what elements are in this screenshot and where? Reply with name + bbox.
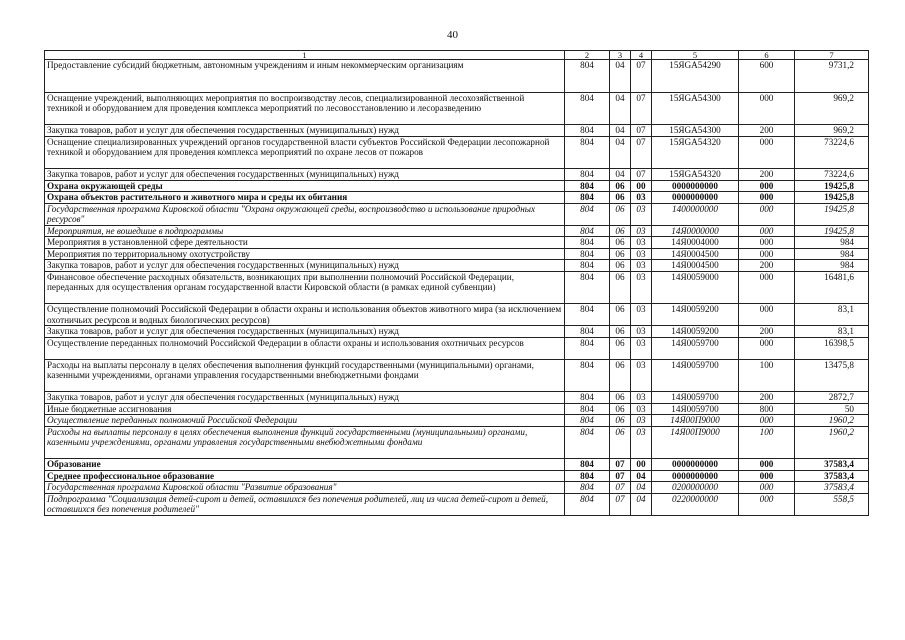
column-header-7: 7 <box>795 51 869 60</box>
expense-type-cell: 000 <box>739 248 795 260</box>
target-article-cell: 14Я0004500 <box>652 248 739 260</box>
subsection-code-cell: 03 <box>631 415 652 427</box>
ministry-code-cell: 804 <box>565 326 610 338</box>
section-code-cell: 06 <box>610 426 631 459</box>
expense-type-cell: 600 <box>739 60 795 93</box>
expense-name-cell: Охрана объектов растительного и животного мира и среды их обитания <box>45 192 565 204</box>
expense-type-cell: 000 <box>739 304 795 326</box>
expense-name-cell: Среднее профессиональное образование <box>45 470 565 482</box>
section-code-cell: 07 <box>610 470 631 482</box>
section-code-cell: 07 <box>610 459 631 471</box>
target-article-cell: 14Я0059700 <box>652 403 739 415</box>
table-row <box>45 493 869 515</box>
amount-cell: 37583,4 <box>795 470 869 482</box>
expense-type-cell: 200 <box>739 326 795 338</box>
expense-name-cell: Закупка товаров, работ и услуг для обеспечения государственных (муниципальных) нужд <box>45 326 565 338</box>
column-header-3: 3 <box>610 51 631 60</box>
expense-name-cell: Осуществление переданных полномочий Российской Федерации в области охраны и использования охотничьих ресурсов <box>45 337 565 359</box>
section-code-cell: 06 <box>610 326 631 338</box>
expense-type-cell: 000 <box>739 415 795 427</box>
target-article-cell: 0000000000 <box>652 180 739 192</box>
expense-type-cell: 000 <box>739 271 795 304</box>
subsection-code-cell: 03 <box>631 426 652 459</box>
table-row <box>45 326 869 338</box>
amount-cell: 37583,4 <box>795 459 869 471</box>
section-code-cell: 04 <box>610 125 631 137</box>
amount-cell: 1960,2 <box>795 426 869 459</box>
ministry-code-cell: 804 <box>565 426 610 459</box>
section-code-cell: 06 <box>610 192 631 204</box>
target-article-cell: 14Я0059000 <box>652 271 739 304</box>
amount-cell: 16398,5 <box>795 337 869 359</box>
ministry-code-cell: 804 <box>565 60 610 93</box>
expense-type-cell: 200 <box>739 125 795 137</box>
expense-type-cell: 000 <box>739 237 795 249</box>
section-code-cell: 06 <box>610 180 631 192</box>
expense-name-cell: Мероприятия, не вошедшие в подпрограммы <box>45 225 565 237</box>
table-row <box>45 470 869 482</box>
ministry-code-cell: 804 <box>565 180 610 192</box>
expense-name-cell: Осуществление переданных полномочий Российской Федерации <box>45 415 565 427</box>
expense-name-cell: Подпрограмма "Социализация детей-сирот и детей, оставшихся без попечения родителей, лиц из числа детей-сирот и детей, оставшихся без попечения родителей" <box>45 493 565 515</box>
amount-cell: 19425,8 <box>795 203 869 225</box>
ministry-code-cell: 804 <box>565 203 610 225</box>
subsection-code-cell: 03 <box>631 192 652 204</box>
amount-cell: 13475,8 <box>795 359 869 392</box>
subsection-code-cell: 04 <box>631 482 652 494</box>
amount-cell: 37583,4 <box>795 482 869 494</box>
table-body <box>45 60 869 516</box>
amount-cell: 558,5 <box>795 493 869 515</box>
subsection-code-cell: 03 <box>631 403 652 415</box>
table-row <box>45 192 869 204</box>
ministry-code-cell: 804 <box>565 237 610 249</box>
amount-cell: 16481,6 <box>795 271 869 304</box>
target-article-cell: 14Я00П9000 <box>652 426 739 459</box>
target-article-cell: 15ЯGA54320 <box>652 169 739 181</box>
ministry-code-cell: 804 <box>565 403 610 415</box>
section-code-cell: 07 <box>610 493 631 515</box>
subsection-code-cell: 03 <box>631 337 652 359</box>
ministry-code-cell: 804 <box>565 482 610 494</box>
column-header-4: 4 <box>631 51 652 60</box>
amount-cell: 2872,7 <box>795 392 869 404</box>
expense-name-cell: Закупка товаров, работ и услуг для обеспечения государственных (муниципальных) нужд <box>45 392 565 404</box>
section-code-cell: 04 <box>610 136 631 169</box>
table-row <box>45 392 869 404</box>
subsection-code-cell: 03 <box>631 248 652 260</box>
amount-cell: 19425,8 <box>795 180 869 192</box>
amount-cell: 83,1 <box>795 326 869 338</box>
section-code-cell: 04 <box>610 169 631 181</box>
section-code-cell: 06 <box>610 392 631 404</box>
section-code-cell: 06 <box>610 203 631 225</box>
table-row <box>45 415 869 427</box>
table-row <box>45 304 869 326</box>
amount-cell: 73224,6 <box>795 136 869 169</box>
target-article-cell: 14Я0059200 <box>652 326 739 338</box>
expense-name-cell: Мероприятия в установленной сфере деятельности <box>45 237 565 249</box>
amount-cell: 9731,2 <box>795 60 869 93</box>
section-code-cell: 06 <box>610 248 631 260</box>
ministry-code-cell: 804 <box>565 392 610 404</box>
subsection-code-cell: 03 <box>631 237 652 249</box>
expense-name-cell: Иные бюджетные ассигнования <box>45 403 565 415</box>
ministry-code-cell: 804 <box>565 493 610 515</box>
table-row <box>45 248 869 260</box>
expense-name-cell: Образование <box>45 459 565 471</box>
table-row <box>45 359 869 392</box>
target-article-cell: 1400000000 <box>652 203 739 225</box>
subsection-code-cell: 04 <box>631 493 652 515</box>
subsection-code-cell: 03 <box>631 392 652 404</box>
amount-cell: 969,2 <box>795 125 869 137</box>
ministry-code-cell: 804 <box>565 304 610 326</box>
section-code-cell: 06 <box>610 403 631 415</box>
table-header-row <box>45 51 869 60</box>
amount-cell: 984 <box>795 237 869 249</box>
table-row <box>45 337 869 359</box>
expense-name-cell: Государственная программа Кировской области "Охрана окружающей среды, воспроизводство и использование природных ресурсов" <box>45 203 565 225</box>
target-article-cell: 14Я0000000 <box>652 225 739 237</box>
expense-name-cell: Финансовое обеспечение расходных обязательств, возникающих при выполнении полномочий Российской Федерации, переданных для осуществления органам государственной власти Кировской области (в рамках единой субвенции) <box>45 271 565 304</box>
table-row <box>45 482 869 494</box>
ministry-code-cell: 804 <box>565 470 610 482</box>
expense-name-cell: Расходы на выплаты персоналу в целях обеспечения выполнения функций государственными (муниципальными) органами, казенными учреждениями, органами управления государственными внебюджетными фондами <box>45 426 565 459</box>
ministry-code-cell: 804 <box>565 248 610 260</box>
target-article-cell: 14Я00П9000 <box>652 415 739 427</box>
target-article-cell: 14Я0059700 <box>652 392 739 404</box>
target-article-cell: 14Я0004500 <box>652 260 739 272</box>
expense-type-cell: 000 <box>739 470 795 482</box>
table-row <box>45 271 869 304</box>
table-row <box>45 225 869 237</box>
target-article-cell: 14Я0004000 <box>652 237 739 249</box>
subsection-code-cell: 07 <box>631 92 652 125</box>
target-article-cell: 15ЯGA54300 <box>652 125 739 137</box>
ministry-code-cell: 804 <box>565 125 610 137</box>
amount-cell: 83,1 <box>795 304 869 326</box>
section-code-cell: 06 <box>610 304 631 326</box>
table-row <box>45 203 869 225</box>
expense-name-cell: Государственная программа Кировской области "Развитие образования" <box>45 482 565 494</box>
expense-name-cell: Оснащение учреждений, выполняющих мероприятия по воспроизводству лесов, специализированной лесохозяйственной техникой и оборудованием для проведения комплекса мероприятий по лесовосстановлению и лесоразведению <box>45 92 565 125</box>
ministry-code-cell: 804 <box>565 136 610 169</box>
subsection-code-cell: 03 <box>631 260 652 272</box>
expense-type-cell: 200 <box>739 169 795 181</box>
amount-cell: 73224,6 <box>795 169 869 181</box>
budget-table <box>44 50 869 516</box>
column-header-1: 1 <box>45 51 565 60</box>
ministry-code-cell: 804 <box>565 271 610 304</box>
page-number: 40 <box>447 29 458 41</box>
subsection-code-cell: 03 <box>631 359 652 392</box>
expense-name-cell: Расходы на выплаты персоналу в целях обеспечения выполнения функций государственными (муниципальными) органами, казенными учреждениями, органами управления государственными внебюджетными фондами <box>45 359 565 392</box>
target-article-cell: 0000000000 <box>652 459 739 471</box>
subsection-code-cell: 07 <box>631 136 652 169</box>
expense-type-cell: 000 <box>739 180 795 192</box>
table-row <box>45 180 869 192</box>
amount-cell: 50 <box>795 403 869 415</box>
section-code-cell: 06 <box>610 415 631 427</box>
section-code-cell: 06 <box>610 271 631 304</box>
ministry-code-cell: 804 <box>565 169 610 181</box>
expense-type-cell: 200 <box>739 392 795 404</box>
section-code-cell: 04 <box>610 60 631 93</box>
section-code-cell: 07 <box>610 482 631 494</box>
subsection-code-cell: 03 <box>631 203 652 225</box>
table-row <box>45 169 869 181</box>
ministry-code-cell: 804 <box>565 225 610 237</box>
subsection-code-cell: 00 <box>631 459 652 471</box>
subsection-code-cell: 03 <box>631 326 652 338</box>
expense-type-cell: 200 <box>739 260 795 272</box>
section-code-cell: 06 <box>610 260 631 272</box>
ministry-code-cell: 804 <box>565 459 610 471</box>
subsection-code-cell: 03 <box>631 225 652 237</box>
target-article-cell: 14Я0059700 <box>652 359 739 392</box>
expense-type-cell: 000 <box>739 493 795 515</box>
section-code-cell: 06 <box>610 237 631 249</box>
target-article-cell: 0000000000 <box>652 192 739 204</box>
ministry-code-cell: 804 <box>565 337 610 359</box>
expense-name-cell: Оснащение специализированных учреждений органов государственной власти субъектов Российской Федерации лесопожарной техникой и оборудованием для проведения комплекса мероприятий по охране лесов от пожаров <box>45 136 565 169</box>
target-article-cell: 14Я0059700 <box>652 337 739 359</box>
expense-type-cell: 000 <box>739 192 795 204</box>
column-header-6: 6 <box>739 51 795 60</box>
table-row <box>45 260 869 272</box>
amount-cell: 984 <box>795 260 869 272</box>
target-article-cell: 0200000000 <box>652 482 739 494</box>
subsection-code-cell: 07 <box>631 60 652 93</box>
target-article-cell: 14Я0059200 <box>652 304 739 326</box>
amount-cell: 984 <box>795 248 869 260</box>
expense-name-cell: Осуществление полномочий Российской Федерации в области охраны и использования объектов животного мира (за исключением охотничьих ресурсов и водных биологических ресурсов) <box>45 304 565 326</box>
amount-cell: 969,2 <box>795 92 869 125</box>
subsection-code-cell: 04 <box>631 470 652 482</box>
table-row <box>45 237 869 249</box>
column-header-2: 2 <box>565 51 610 60</box>
expense-type-cell: 000 <box>739 337 795 359</box>
ministry-code-cell: 804 <box>565 192 610 204</box>
expense-name-cell: Закупка товаров, работ и услуг для обеспечения государственных (муниципальных) нужд <box>45 125 565 137</box>
table-row <box>45 125 869 137</box>
amount-cell: 19425,8 <box>795 192 869 204</box>
table-row <box>45 459 869 471</box>
expense-type-cell: 000 <box>739 92 795 125</box>
subsection-code-cell: 07 <box>631 125 652 137</box>
subsection-code-cell: 03 <box>631 304 652 326</box>
target-article-cell: 15ЯGA54290 <box>652 60 739 93</box>
table-row <box>45 60 869 93</box>
target-article-cell: 0000000000 <box>652 470 739 482</box>
section-code-cell: 06 <box>610 337 631 359</box>
expense-type-cell: 000 <box>739 482 795 494</box>
expense-type-cell: 000 <box>739 225 795 237</box>
expense-name-cell: Закупка товаров, работ и услуг для обеспечения государственных (муниципальных) нужд <box>45 169 565 181</box>
expense-name-cell: Предоставление субсидий бюджетным, автономным учреждениям и иным некоммерческим организациям <box>45 60 565 93</box>
expense-type-cell: 800 <box>739 403 795 415</box>
section-code-cell: 06 <box>610 225 631 237</box>
table-row <box>45 426 869 459</box>
subsection-code-cell: 03 <box>631 271 652 304</box>
expense-name-cell: Закупка товаров, работ и услуг для обеспечения государственных (муниципальных) нужд <box>45 260 565 272</box>
expense-type-cell: 100 <box>739 426 795 459</box>
column-header-5: 5 <box>652 51 739 60</box>
expense-name-cell: Мероприятия по территориальному охотустройству <box>45 248 565 260</box>
subsection-code-cell: 07 <box>631 169 652 181</box>
table-row <box>45 403 869 415</box>
subsection-code-cell: 00 <box>631 180 652 192</box>
section-code-cell: 04 <box>610 92 631 125</box>
table-row <box>45 92 869 125</box>
expense-type-cell: 100 <box>739 359 795 392</box>
target-article-cell: 0220000000 <box>652 493 739 515</box>
ministry-code-cell: 804 <box>565 260 610 272</box>
amount-cell: 1960,2 <box>795 415 869 427</box>
ministry-code-cell: 804 <box>565 415 610 427</box>
table-row <box>45 136 869 169</box>
expense-name-cell: Охрана окружающей среды <box>45 180 565 192</box>
amount-cell: 19425,8 <box>795 225 869 237</box>
section-code-cell: 06 <box>610 359 631 392</box>
expense-type-cell: 000 <box>739 136 795 169</box>
target-article-cell: 15ЯGA54320 <box>652 136 739 169</box>
expense-type-cell: 000 <box>739 203 795 225</box>
expense-type-cell: 000 <box>739 459 795 471</box>
ministry-code-cell: 804 <box>565 92 610 125</box>
ministry-code-cell: 804 <box>565 359 610 392</box>
target-article-cell: 15ЯGA54300 <box>652 92 739 125</box>
